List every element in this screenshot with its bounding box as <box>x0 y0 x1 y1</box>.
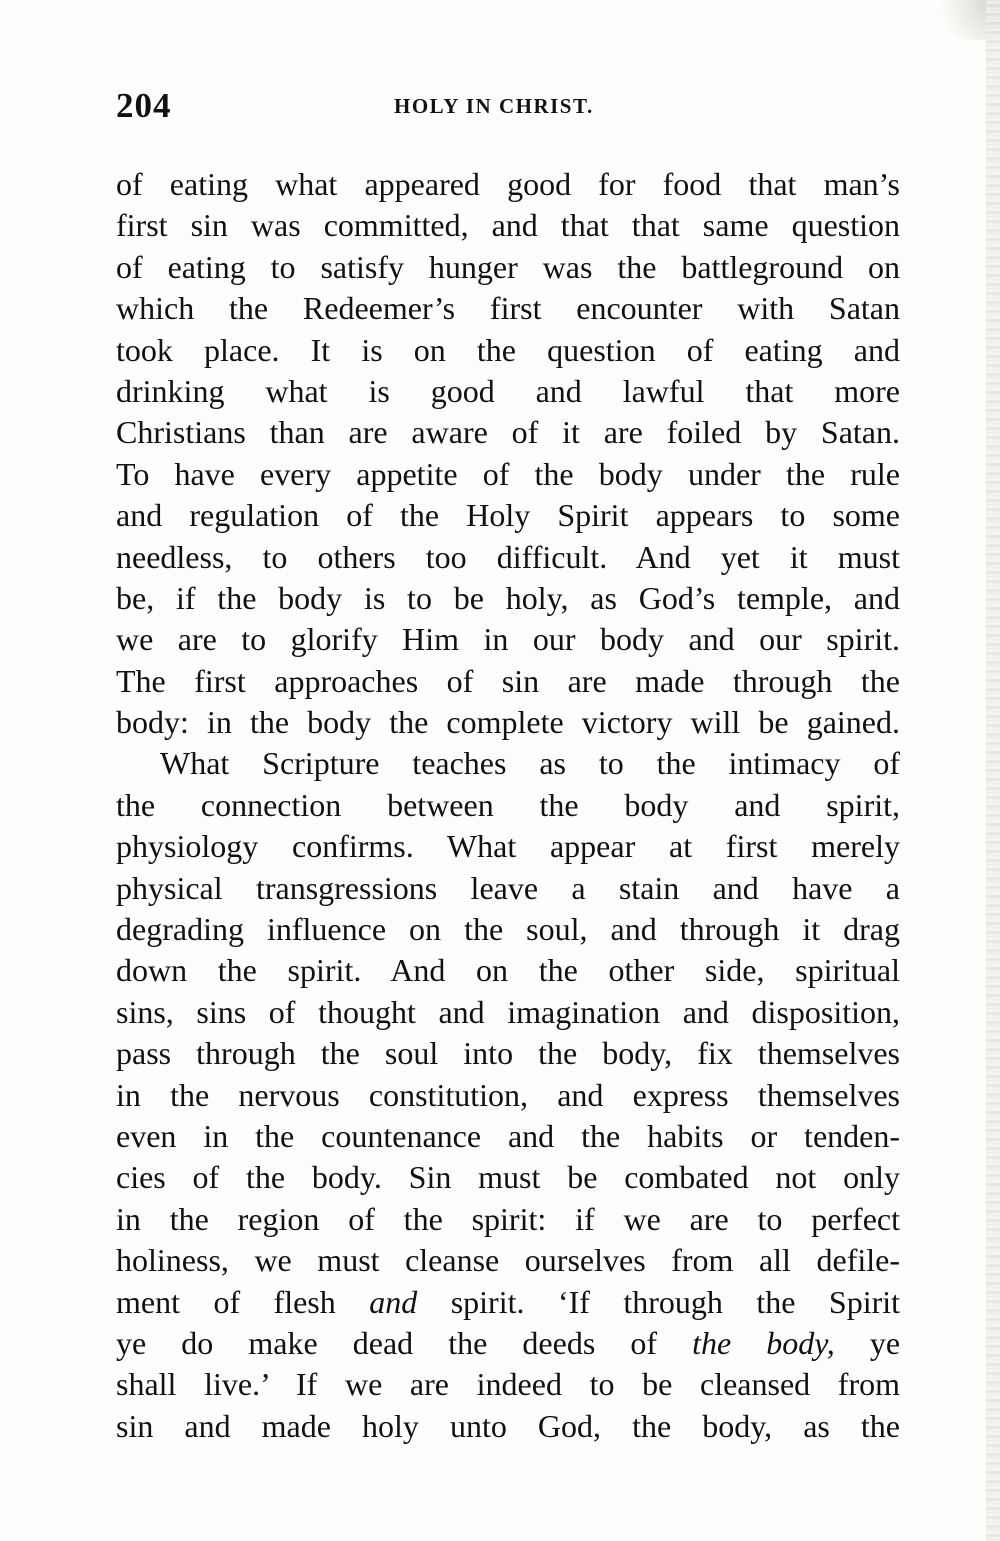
text-line: the connection between the body and spirit, <box>116 786 900 823</box>
italic-segment: the body, <box>692 1324 835 1361</box>
text-line: pass through the soul into the body, fix themselves <box>116 1035 900 1072</box>
text-segment: ye <box>869 1324 900 1361</box>
text-line: down the spirit. And on the other side, spiritual <box>116 952 900 989</box>
text-line: drinking what is good and lawful that more <box>116 372 900 409</box>
text-line: in the region of the spirit: if we are to perfect <box>116 1200 900 1237</box>
text-line: of eating to satisfy hunger was the battleground on <box>116 248 900 285</box>
italic-segment: and <box>369 1283 418 1320</box>
text-line: even in the countenance and the habits or tenden- <box>116 1117 900 1154</box>
text-line: sin and made holy unto God, the body, as the <box>116 1407 900 1444</box>
body-text <box>116 164 900 1447</box>
text-line: we are to glorify Him in our body and our spirit. <box>116 621 900 658</box>
text-line: body: in the body the complete victory will be gained. <box>116 704 900 741</box>
text-line: in the nervous constitution, and express themselves <box>116 1076 900 1113</box>
text-line: What Scripture teaches as to the intimacy of <box>160 745 900 782</box>
page-number: 204 <box>116 86 172 125</box>
text-line: took place. It is on the question of eating and <box>116 331 900 368</box>
text-line: physiology confirms. What appear at first merely <box>116 828 900 865</box>
text-line: cies of the body. Sin must be combated not only <box>116 1159 900 1196</box>
text-line-mixed <box>116 1323 900 1364</box>
text-line: first sin was committed, and that that same question <box>116 207 900 244</box>
text-line: sins, sins of thought and imagination and disposition, <box>116 993 900 1030</box>
text-segment: ment of flesh <box>116 1283 336 1320</box>
text-line: holiness, we must cleanse ourselves from all defile- <box>116 1242 900 1279</box>
text-line: To have every appetite of the body under the rule <box>116 455 900 492</box>
text-line: and regulation of the Holy Spirit appears to some <box>116 497 900 534</box>
text-line: of eating what appeared good for food that man’s <box>116 166 900 202</box>
scan-edge <box>986 0 1000 1541</box>
text-line: Christians than are aware of it are foiled by Satan. <box>116 414 900 451</box>
text-line: needless, to others too difficult. And yet it must <box>116 538 900 575</box>
text-line: The first approaches of sin are made through the <box>116 662 900 699</box>
text-line: shall live.’ If we are indeed to be cleansed from <box>116 1366 900 1403</box>
text-segment: ye do make dead the deeds of <box>116 1324 658 1361</box>
text-line: physical transgressions leave a stain and have a <box>116 869 900 906</box>
text-line: which the Redeemer’s first encounter with Satan <box>116 290 900 327</box>
running-title: HOLY IN CHRIST. <box>394 94 594 118</box>
text-line-mixed <box>116 1282 900 1323</box>
text-line: degrading influence on the soul, and through it drag <box>116 911 900 948</box>
running-head <box>116 86 900 126</box>
text-segment: spirit. ‘If through the Spirit <box>450 1283 900 1320</box>
text-line: be, if the body is to be holy, as God’s temple, and <box>116 579 900 616</box>
